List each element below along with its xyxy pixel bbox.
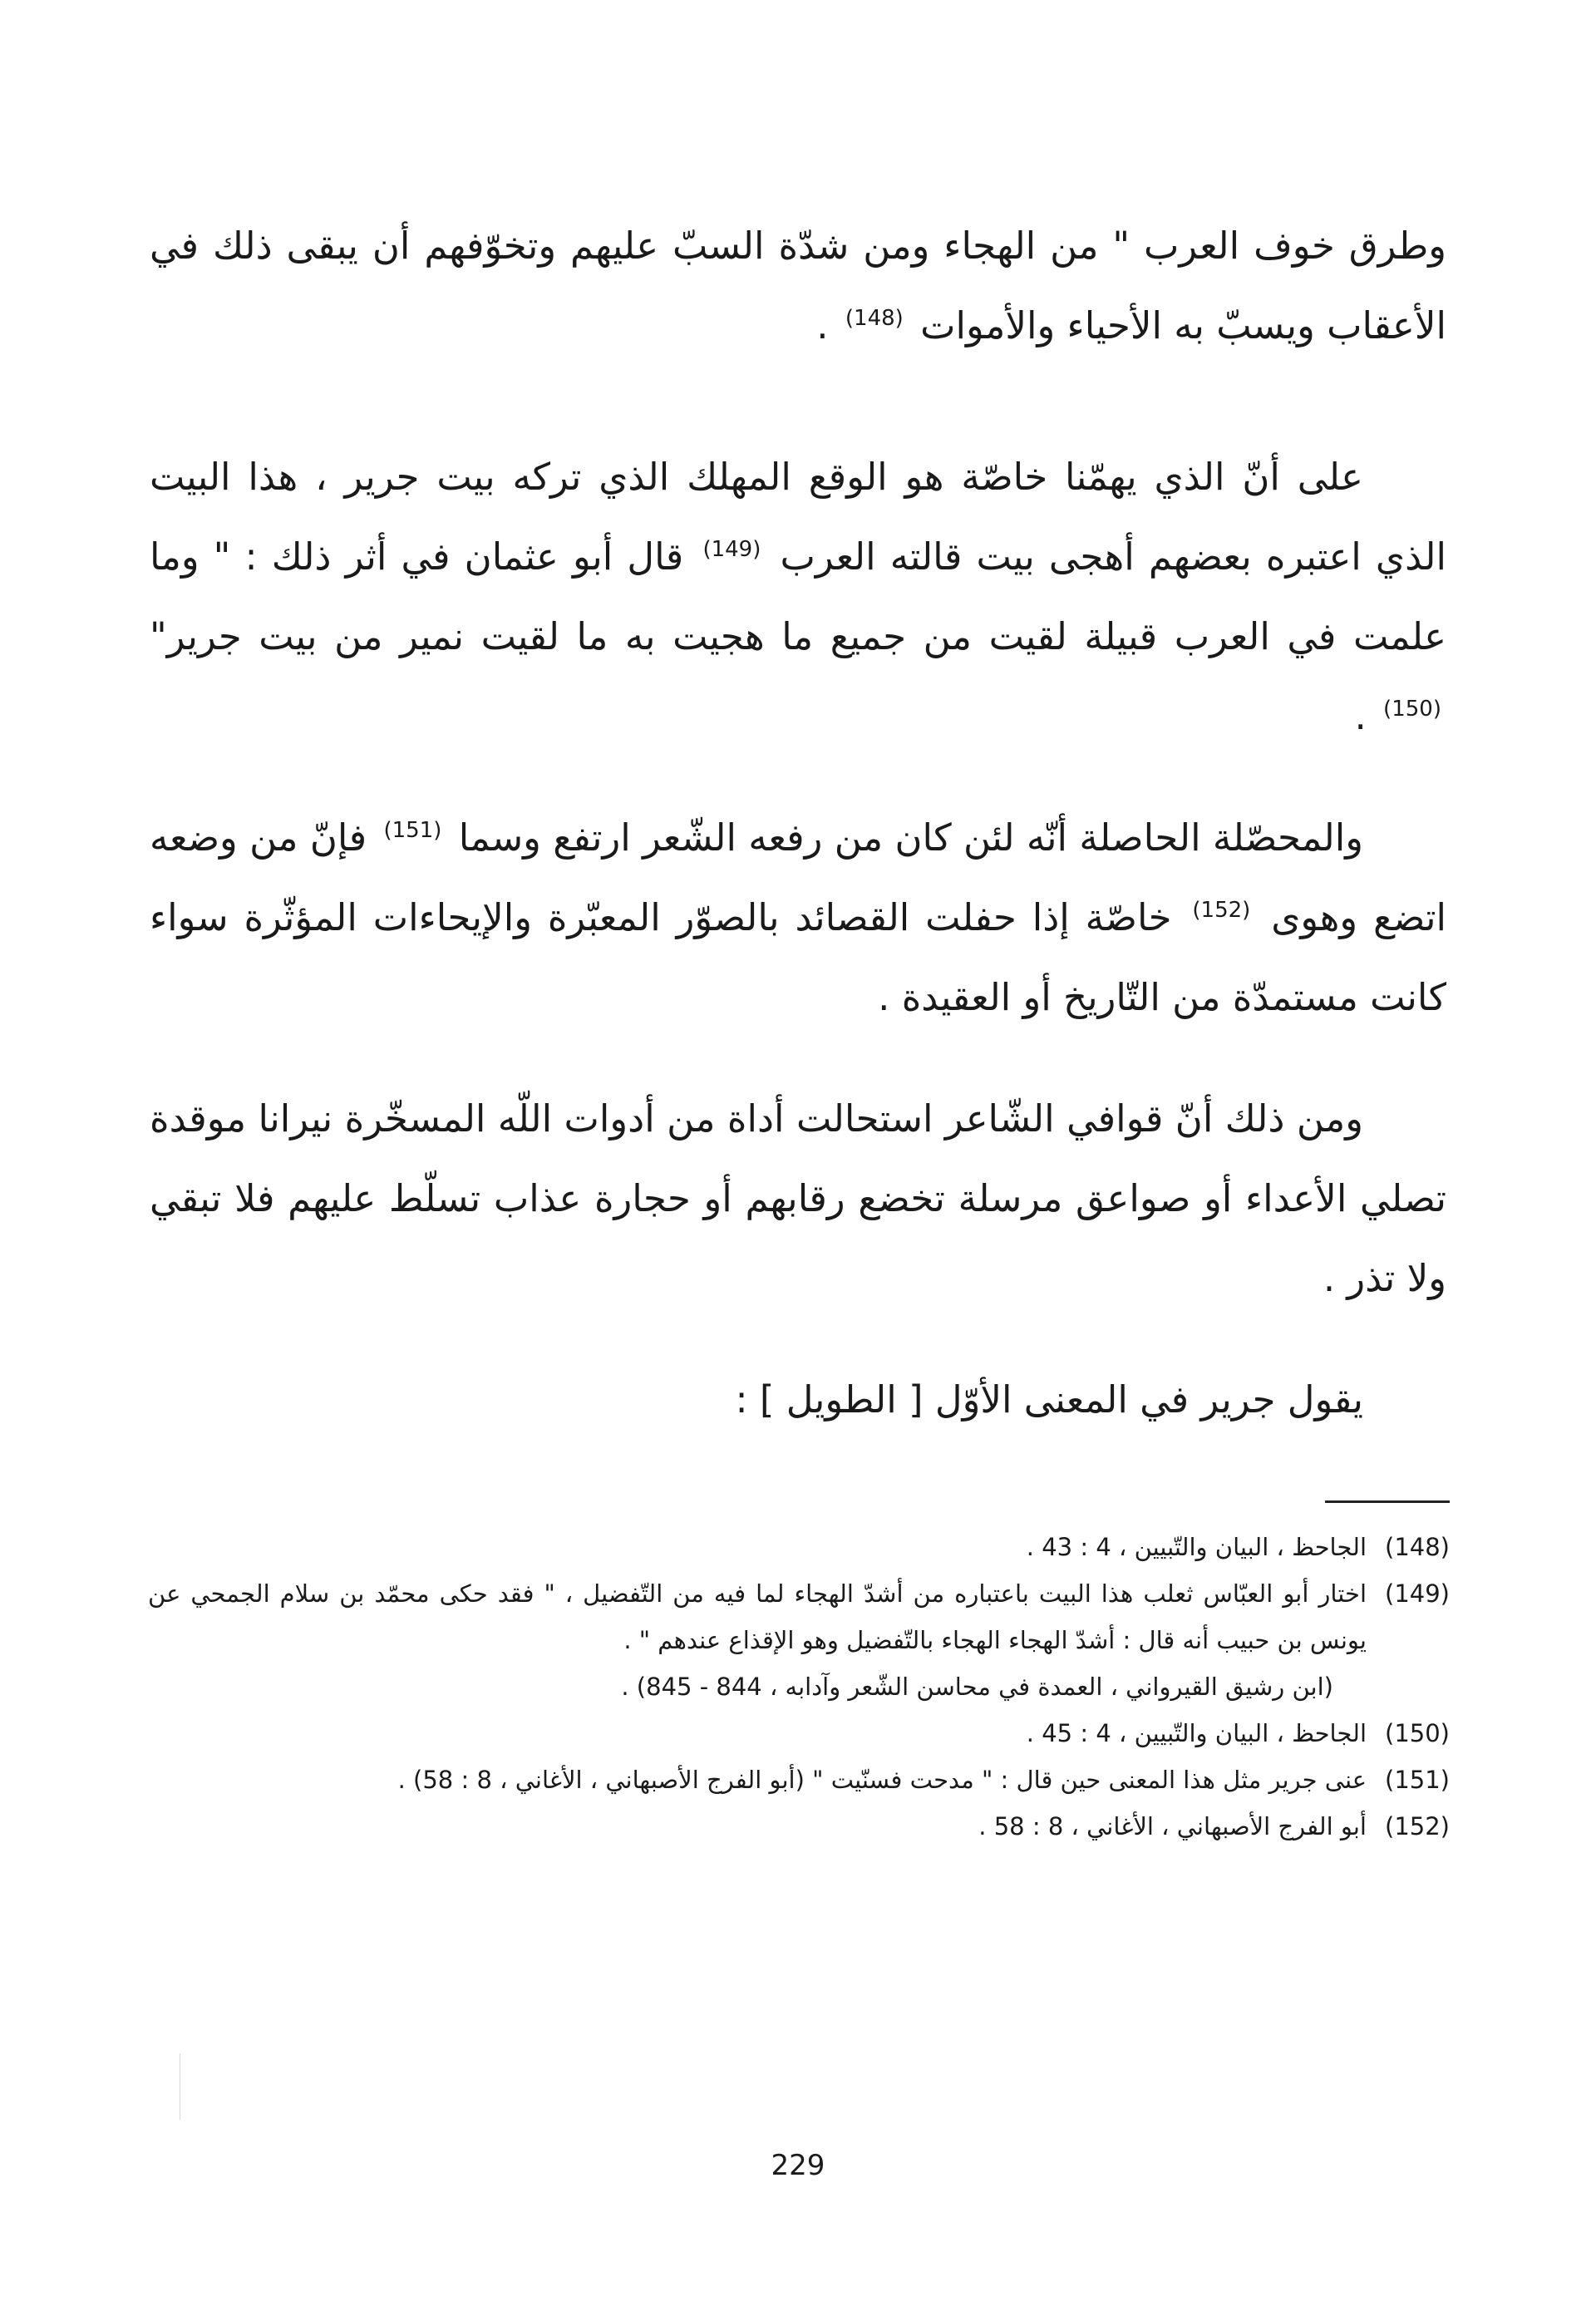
footnotes-list bbox=[148, 1524, 1450, 1850]
paragraph-4 bbox=[150, 1079, 1446, 1318]
footnote-148 bbox=[148, 1524, 1450, 1570]
footnote-151 bbox=[148, 1757, 1450, 1803]
paragraph-3 bbox=[150, 798, 1446, 1037]
footnote-number: (150) bbox=[1384, 1719, 1450, 1747]
footnote-text: اختار أبو العبّاس ثعلب هذا البيت باعتباره من أشدّ الهجاء لما فيه من التّفضيل ، " فقد حكى محمّد بن سلام الجمحي عن يونس بن حبيب أنه قال : أشدّ الهجاء الهجاء بالتّفضيل وهو الإقذاع عندهم " . bbox=[148, 1579, 1367, 1654]
footnote-152 bbox=[148, 1803, 1450, 1850]
paragraph-1-text-b: . bbox=[816, 303, 840, 347]
paragraph-5 bbox=[150, 1360, 1446, 1440]
footnote-number: (152) bbox=[1384, 1812, 1450, 1840]
footnote-number: (148) bbox=[1384, 1533, 1450, 1561]
footnote-ref-149: (149) bbox=[702, 537, 761, 562]
footnote-separator bbox=[1325, 1500, 1450, 1503]
footnote-text: أبو الفرج الأصبهاني ، الأغاني ، 8 : 58 . bbox=[978, 1812, 1367, 1840]
paragraph-2 bbox=[150, 437, 1446, 756]
footnote-ref-152: (152) bbox=[1192, 898, 1251, 923]
paragraph-5-text: يقول جرير في المعنى الأوّل [ الطويل ] : bbox=[735, 1377, 1363, 1421]
footnote-number: (151) bbox=[1384, 1766, 1450, 1794]
footnote-text: الجاحظ ، البيان والتّبيين ، 4 : 43 . bbox=[1026, 1533, 1367, 1561]
page-number: 229 bbox=[771, 2149, 825, 2182]
paragraph-2-text-c: . bbox=[1354, 694, 1379, 738]
footnote-text: عنى جرير مثل هذا المعنى حين قال : " مدحت فسنّيت " (أبو الفرج الأصبهاني ، الأغاني ، 8 : 58) . bbox=[397, 1766, 1367, 1794]
footnote-ref-151: (151) bbox=[383, 818, 442, 843]
paragraph-2-text-b: قال أبو عثمان في أثر ذلك : " وما علمت في العرب قبيلة لقيت من جميع ما هجيت به ما لقيت نمير من بيت جرير" bbox=[150, 535, 1446, 658]
paragraph-4-text: ومن ذلك أنّ قوافي الشّاعر استحالت أداة من أدوات اللّه المسخّرة نيرانا موقدة تصلي الأعداء أو صواعق مرسلة تخضع رقابهم أو حجارة عذاب تسلّط عليهم فلا تبقي ولا تذر . bbox=[150, 1096, 1446, 1300]
footnote-text: الجاحظ ، البيان والتّبيين ، 4 : 45 . bbox=[1026, 1719, 1367, 1747]
footnote-149 bbox=[148, 1570, 1450, 1710]
footnote-citation: (ابن رشيق القيرواني ، العمدة في محاسن الشّعر وآدابه ، 844 - 845) . bbox=[621, 1673, 1333, 1701]
footnote-number: (149) bbox=[1384, 1579, 1450, 1608]
footnote-ref-150: (150) bbox=[1383, 697, 1441, 722]
footnote-ref-148: (148) bbox=[845, 306, 904, 331]
paragraph-3-text-b: فإنّ من وضعه اتضع وهوى bbox=[150, 815, 1447, 939]
paragraph-1 bbox=[150, 206, 1446, 366]
paragraph-3-text-a: والمحصّلة الحاصلة أنّه لئن كان من رفعه الشّعر ارتفع وسما bbox=[446, 815, 1363, 860]
paragraph-1-text-a: وطرق خوف العرب " من الهجاء ومن شدّة السبّ عليهم وتخوّفهم أن يبقى ذلك في الأعقاب ويسبّ به الأحياء والأموات bbox=[150, 224, 1446, 347]
footnote-150 bbox=[148, 1710, 1450, 1757]
paragraph-3-text-c: خاصّة إذا حفلت القصائد بالصوّر المعبّرة والإيحاءات المؤثّرة سواء كانت مستمدّة من التّاريخ أو العقيدة . bbox=[150, 895, 1446, 1019]
paragraph-2-text-a: على أنّ الذي يهمّنا خاصّة هو الوقع المهلك الذي تركه بيت جرير ، هذا البيت الذي اعتبره بعضهم أهجى بيت قالته العرب bbox=[150, 455, 1446, 579]
